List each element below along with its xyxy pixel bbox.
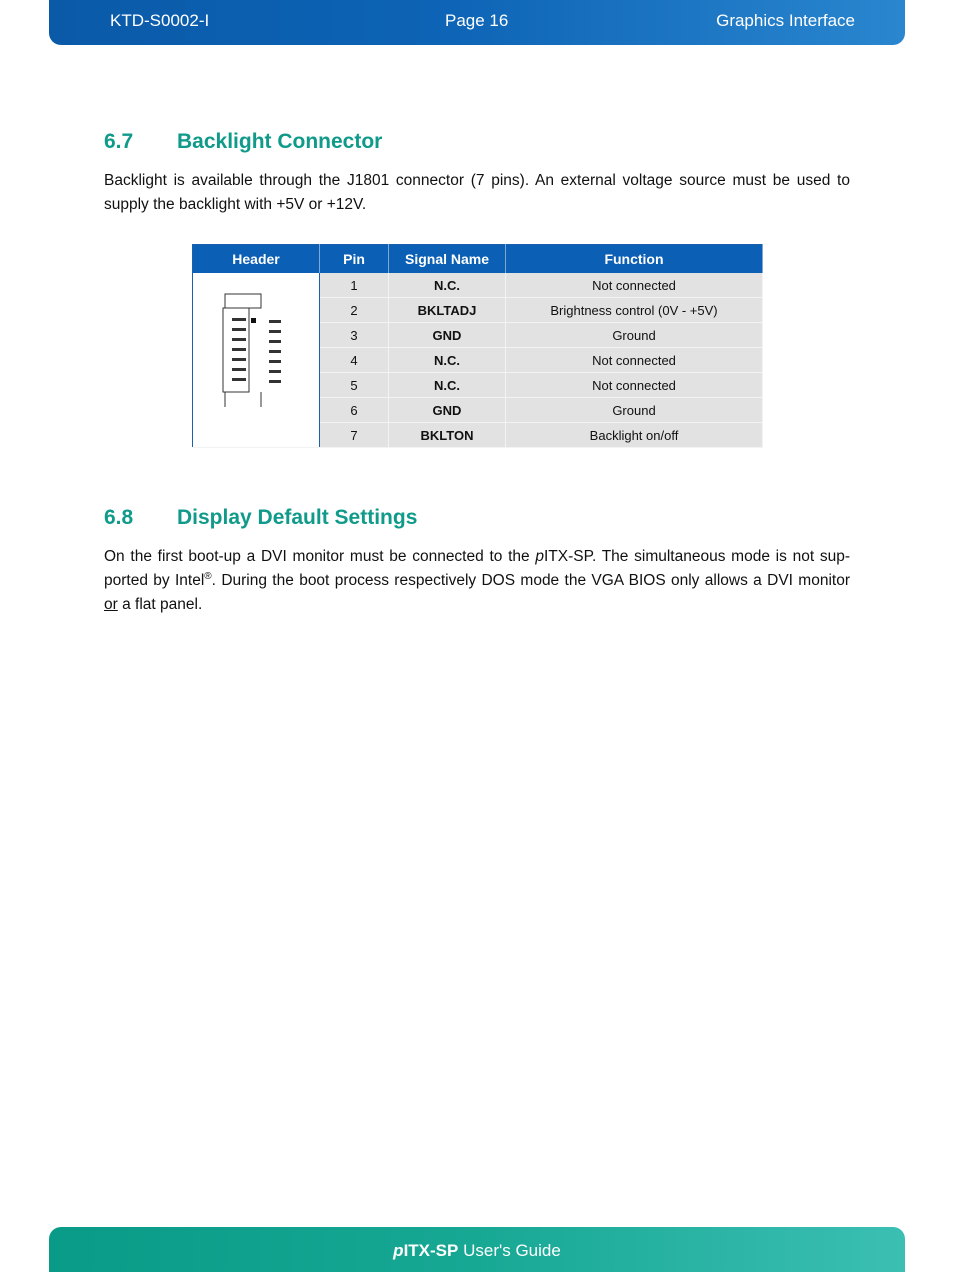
underlined-word: or xyxy=(104,596,118,613)
product-prefix: p xyxy=(535,548,544,565)
section-title: Backlight Connector xyxy=(177,130,383,153)
connector-diagram-cell xyxy=(193,273,320,448)
connector-diagram xyxy=(193,273,319,423)
signal-name: GND xyxy=(389,398,506,423)
section-number: 6.7 xyxy=(104,130,134,153)
pin-function: Ground xyxy=(506,323,763,348)
page-footer xyxy=(49,1227,905,1272)
section-6-7-heading xyxy=(104,130,382,154)
table-header-row xyxy=(193,245,763,274)
column-header: Signal Name xyxy=(389,245,506,274)
guide-label: User's Guide xyxy=(458,1241,561,1260)
pin-function: Not connected xyxy=(506,348,763,373)
pin-function: Backlight on/off xyxy=(506,423,763,448)
section-6-7-paragraph: Backlight is available through the J1801 connector (7 pins). An external voltage source must be used to supply the backlight with +5V or +12V. xyxy=(104,172,850,213)
paragraph-text: ITX-SP. The simultaneous mode is not sup-ported by Intel xyxy=(104,548,850,589)
paragraph-text: On the first boot-up a DVI monitor must be connected to the xyxy=(104,548,536,565)
section-title: Display Default Settings xyxy=(177,506,418,529)
registered-mark: ® xyxy=(204,570,212,582)
page-header xyxy=(49,0,905,45)
paragraph-text: a flat panel. xyxy=(117,596,203,613)
product-name: ITX-SP xyxy=(403,1241,459,1260)
column-header: Pin xyxy=(320,245,389,274)
paragraph-text: . During the boot process respectively DOS mode the VGA BIOS only allows a DVI monitor xyxy=(211,572,850,589)
pin-number: 1 xyxy=(320,273,389,298)
pin-number: 3 xyxy=(320,323,389,348)
chapter-name: Graphics Interface xyxy=(716,11,855,30)
footer-title xyxy=(49,1241,905,1261)
pin-function: Ground xyxy=(506,398,763,423)
signal-name: N.C. xyxy=(389,273,506,298)
table-row xyxy=(193,273,763,298)
signal-name: BKLTON xyxy=(389,423,506,448)
pin-function: Not connected xyxy=(506,273,763,298)
column-header: Function xyxy=(506,245,763,274)
section-6-8-heading xyxy=(104,506,417,530)
pin-number: 7 xyxy=(320,423,389,448)
signal-name: BKLTADJ xyxy=(389,298,506,323)
signal-name: N.C. xyxy=(389,348,506,373)
pin-function: Brightness control (0V - +5V) xyxy=(506,298,763,323)
section-number: 6.8 xyxy=(104,506,134,529)
signal-name: N.C. xyxy=(389,373,506,398)
pin-number: 2 xyxy=(320,298,389,323)
pin-number: 4 xyxy=(320,348,389,373)
pin-number: 6 xyxy=(320,398,389,423)
page-number: Page 16 xyxy=(445,11,509,30)
pin-function: Not connected xyxy=(506,373,763,398)
document-id: KTD-S0002-I xyxy=(110,11,210,30)
signal-name: GND xyxy=(389,323,506,348)
section-6-8-paragraph xyxy=(104,545,850,617)
product-prefix: p xyxy=(393,1241,404,1260)
pin-number: 5 xyxy=(320,373,389,398)
column-header: Header xyxy=(193,245,320,274)
backlight-pinout-table xyxy=(192,244,763,448)
